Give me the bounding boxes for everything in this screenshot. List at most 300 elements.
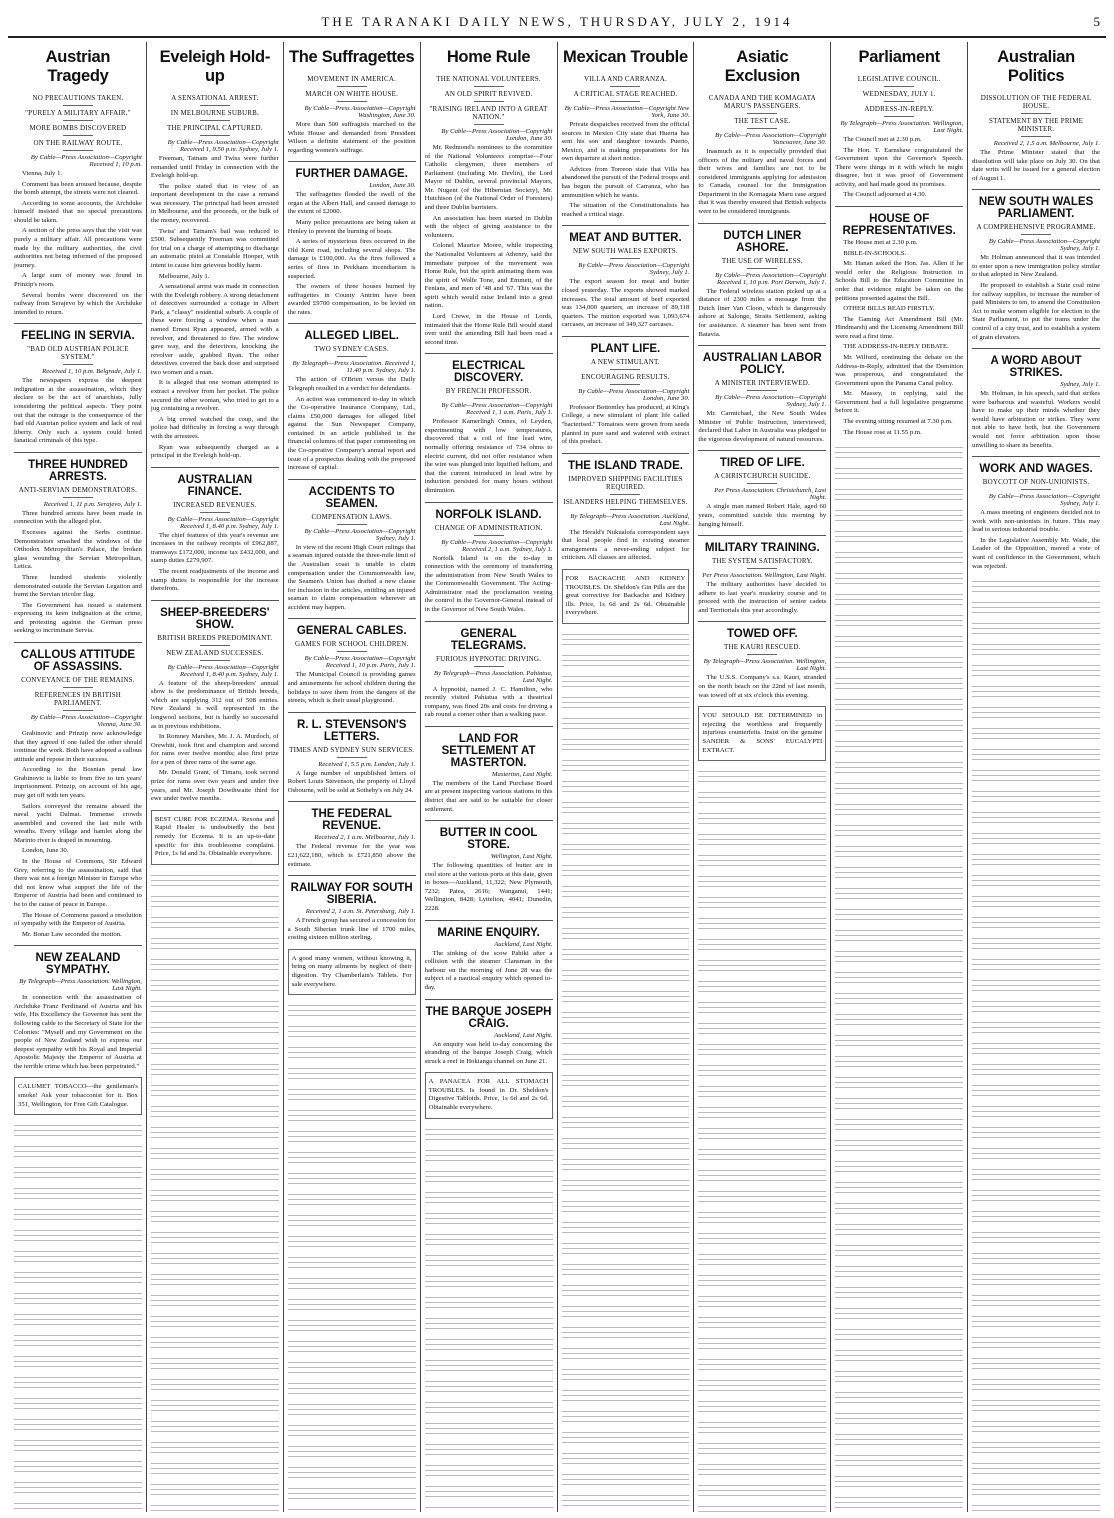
text-filler: [14, 1268, 142, 1286]
article-paragraph: BEST CURE FOR ECZEMA. Rexona and Rapid Healer is undoubtedly the best remedy for Eczema. It is an up-to-date specific for this troublesome complaint. Price, 1s 6d and 3s. Obtainable everywhere.: [154, 815, 275, 858]
text-filler: [14, 1478, 142, 1496]
text-filler: [972, 997, 1100, 1015]
article-paragraph: Vienna, July 1.: [22, 170, 63, 177]
column-headline: Australian Politics: [997, 48, 1075, 85]
text-filler: [562, 987, 690, 1005]
article-paragraph: The chief features of this year's revenue are increases in the railway receipts of £962,887, tramways £172,000, income tax £432,000, and stamp duties £279,907.: [150, 531, 279, 565]
article-paragraph: A hypnotist, named J. C. Hamilton, who recently visited Pahiatua with a theatrical company, was fined 20s and costs for driving a cab round a corner other than a walking pace.: [424, 685, 553, 719]
dateline: By Telegraph—Press Association. Wellington, Last Night.: [19, 978, 142, 993]
article: [14, 323, 142, 446]
article-paragraph: The sinking of the scow Pahiki after a collision with the steamer Clansman in the harbour on the morning of June 28 was the subject of a nautical enquiry which opened to-day.: [424, 949, 553, 991]
text-filler: [562, 735, 690, 753]
text-filler: [835, 464, 963, 482]
text-filler: [562, 1113, 690, 1131]
article-paragraph: Colonel Maurice Moore, while inspecting the Nationalist Volunteers at Athenry, said the immediate purpose of the movement was Home Rule, but the spirit animating them was the spirit of Wolfe Tone, and Emmett, of the Fenians, and men of '48 and '67. This was the spirit which would raise Ireland into a great nation.: [424, 242, 553, 310]
article-subheading: TIMES AND SYDNEY SUN SERVICES.: [288, 746, 416, 758]
text-filler: [698, 893, 826, 911]
dateline: By Cable—Press Association—Copyright Received 1, 10 p.m.: [30, 154, 142, 168]
text-filler: [835, 716, 963, 734]
text-filler: [14, 1436, 142, 1454]
text-filler: [972, 1270, 1100, 1288]
dateline: Received 2, 1 a.m. St. Petersburg, July 1.: [305, 908, 416, 916]
advertisement: [425, 1072, 553, 1118]
text-filler: [151, 871, 279, 889]
text-filler: [562, 882, 690, 900]
article-headline: AUSTRALIAN LABOR POLICY.: [698, 345, 826, 376]
article-headline: FEELING IN SERVIA.: [14, 323, 142, 342]
text-filler: [972, 1312, 1100, 1330]
dateline: By Cable—Press Association—Copyright Vienna, June 30.: [30, 713, 142, 728]
article: [151, 600, 279, 804]
text-filler: [698, 830, 826, 848]
dateline: Received 2, 1.5 a.m. Melbourne, July 1.: [993, 140, 1100, 147]
text-filler: [972, 1291, 1100, 1309]
dateline: By Telegraph—Press Association. Received 1, 11.40 p.m. Sydney, July 1.: [292, 360, 416, 375]
article: [14, 452, 142, 636]
article-paragraph: The recent readjustments of the income and stamp duties is responsible for the increase therefrom.: [150, 567, 279, 593]
article-headline: AUSTRALIAN FINANCE.: [151, 467, 279, 498]
article: [562, 225, 690, 329]
text-filler: [562, 693, 690, 711]
text-filler: [288, 1295, 416, 1313]
article: [425, 502, 553, 615]
article-paragraph: A mass meeting of engineers decided not to work with non-unionists in future. This may lead to serious industrial trouble.: [972, 509, 1100, 534]
dateline: Received 1, 11 p.m. Serajevo, July 1.: [43, 500, 142, 508]
article-subheading: MOVEMENT IN AMERICA.: [288, 75, 416, 87]
article-paragraph: In connection with the assassination of Archduke Franz Ferdinand of Austria and his wife, His Excellency the Governor has sent the following cable to the Secretary of State for the Colonies: "Myself and my Government on the people of New Zealand wish to express our deepest sympathy with his Royal and Imperial Apostolic Majesty the Emperor of Austria at the terrible crime which has been perpetrated.": [14, 994, 142, 1070]
text-filler: [698, 1208, 826, 1226]
article-paragraph: The suffragettes flooded the swell of the organ at the Albert Hall, and caused damage to the extent of £2000.: [287, 191, 416, 216]
masthead: [0, 14, 1114, 34]
text-filler: [562, 630, 690, 648]
article-headline: MILITARY TRAINING.: [698, 535, 826, 554]
text-filler: [425, 1440, 553, 1458]
article: [698, 94, 826, 217]
article: [562, 336, 690, 447]
text-filler: [425, 1251, 553, 1269]
text-filler: [425, 1230, 553, 1248]
article: [425, 920, 553, 993]
article-headline: TOWED OFF.: [698, 621, 826, 640]
article-headline: ALLEGED LIBEL.: [288, 323, 416, 342]
dateline: By Telegraph—Press Association. Pahiatua, Last Night.: [434, 669, 553, 684]
article-paragraph: The owners of three houses burned by suffragettes in County Antrim have been awarded £9700 compensation, to be levied on the rates.: [287, 283, 416, 316]
article-paragraph: Mr. Donald Grant, of Timaru, took second prize for rams over two years and under five years, and Mr. Joseph Dowthwaite third for ewe under twelve months.: [150, 769, 279, 803]
text-filler: [698, 1439, 826, 1457]
text-filler: [835, 1304, 963, 1322]
article-paragraph: The Municipal Council is providing games and amusements for school children during the holidays to save them from the dangers of the streets, which is their usual playground.: [287, 671, 416, 705]
article-subheading: THE SYSTEM SATISFACTORY.: [698, 557, 826, 569]
text-filler: [425, 1461, 553, 1479]
article-subheading: ANTI-SERVIAN DEMONSTRATORS.: [14, 486, 142, 498]
text-filler: [835, 590, 963, 608]
article-paragraph: In the Legislative Assembly Mr. Wade, the Leader of the Opposition, moved a vote of want of confidence in the Government, which was rejected.: [972, 536, 1100, 570]
text-filler: [835, 611, 963, 629]
article-headline: TIRED OF LIFE.: [698, 450, 826, 469]
article-headline: CALLOUS ATTITUDE OF ASSASSINS.: [14, 642, 142, 673]
text-filler: [972, 1060, 1100, 1078]
text-filler: [835, 1325, 963, 1343]
text-filler: [562, 1050, 690, 1068]
article-subheading: "PURELY A MILITARY AFFAIR.": [14, 109, 142, 121]
columns-container: [10, 42, 1104, 1512]
article-headline: MEAT AND BUTTER.: [562, 225, 690, 244]
column: [10, 42, 147, 1512]
article-paragraph: A French group has secured a concession for a South Siberian trunk line of 1700 miles, costing sixteen million sterling.: [287, 917, 416, 942]
article-paragraph: Melbourne, July 1.: [158, 272, 210, 280]
text-filler: [425, 1335, 553, 1353]
article-paragraph: The Council met at 2.30 p.m.: [843, 136, 922, 143]
article-paragraph: According to some accounts, the Archduke himself insisted that no special precautions should be taken.: [14, 199, 142, 224]
article-subheading: CONVEYANCE OF THE REMAINS.: [14, 676, 142, 688]
text-filler: [698, 1355, 826, 1373]
text-filler: [698, 1502, 826, 1512]
text-filler: [972, 1249, 1100, 1267]
text-filler: [698, 1313, 826, 1331]
text-filler: [972, 1354, 1100, 1372]
text-filler: [288, 1358, 416, 1376]
text-filler: [835, 632, 963, 650]
text-filler: [151, 976, 279, 994]
text-filler: [972, 955, 1100, 973]
text-filler: [835, 1073, 963, 1091]
text-filler: [151, 892, 279, 910]
article-paragraph: YOU SHOULD BE DETERMINED in rejecting the worthless and frequently injurious counterfeits. Insist on the genuine SANDER & SONS' EUCALYPTI EXTRACT.: [702, 712, 823, 754]
article-subheading: ISLANDERS HELPING THEMSELVES.: [562, 498, 690, 510]
article-paragraph: An enquiry was held to-day concerning the stranding of the barque Joseph Craig, which struck a reef in Hokianga channel on June 21.: [424, 1040, 553, 1065]
text-filler: [151, 1186, 279, 1204]
article-paragraph: FOR BACKACHE AND KIDNEY TROUBLES. Dr. Sheldon's Gin Pills are the great corrective for Backache and Kidney ills. Price, 1s 6d and 2s 6d. Obtainable everywhere.: [565, 575, 686, 617]
text-filler: [288, 1106, 416, 1124]
dateline: By Cable—Press Association—Copyright London, June 30.: [578, 387, 690, 402]
text-filler: [972, 1207, 1100, 1225]
dateline: Masterton, Last Night.: [491, 770, 553, 778]
dateline: By Telegraph—Press Association. Auckland, Last Night.: [570, 512, 690, 527]
article-subheading: FURIOUS HYPNOTIC DRIVING.: [425, 655, 553, 667]
text-filler: [835, 968, 963, 986]
text-filler: [288, 1484, 416, 1502]
article-paragraph: Freeman, Tatnam and Twiss were further remanded until Friday in connection with the Eveleigh hold-up.: [150, 155, 279, 180]
text-filler: [698, 1040, 826, 1058]
text-filler: [151, 955, 279, 973]
text-filler: [288, 1274, 416, 1292]
column: [284, 42, 421, 1512]
article-paragraph: Advices from Torreon state that Villa has abandoned the pursuit of the Federal troops and has begun the pursuit of Carranza, who has ammunition which he wants.: [561, 165, 690, 199]
text-filler: [698, 1082, 826, 1100]
article: [288, 801, 416, 869]
article-headline: BUTTER IN COOL STORE.: [425, 820, 553, 851]
text-filler: [151, 1270, 279, 1288]
dateline: By Cable—Press Association—Copyright Received 2, 1 a.m. Sydney, July 1.: [441, 538, 553, 553]
article-paragraph: The U.S.S. Company's s.s. Kauri, stranded on the north beach on the 22nd of last month, was towed off at six o'clock this evening.: [698, 674, 827, 699]
article: [151, 467, 279, 594]
article-subheading: A NEW STIMULANT.: [562, 358, 690, 370]
article: [972, 456, 1100, 571]
text-filler: [14, 1226, 142, 1244]
text-filler: [972, 1228, 1100, 1246]
article-paragraph: The newspapers express the deepest indignation at the assassination, which they declare to be the act of anarchists, fully considering the political aspects. They point out that the outrage is the consequence of the bad old Austrian police system and lack of real liberty. Only such a system could breed fanatical criminals of this type.: [14, 377, 142, 445]
article: [288, 75, 416, 155]
text-filler: [151, 1438, 279, 1456]
text-filler: [562, 924, 690, 942]
text-filler: [151, 1354, 279, 1372]
article-paragraph: Several bombs were discovered on the railway from Serajevo by which the Archduke intended to return.: [14, 291, 142, 316]
text-filler: [698, 1418, 826, 1436]
dateline: By Cable—Press Association—Copyright Sydney, July 1.: [988, 238, 1100, 253]
article-paragraph: Mr. Bonar Law seconded the motion.: [22, 930, 122, 938]
column-headline: Asiatic Exclusion: [724, 48, 800, 85]
dateline: By Cable—Press Association—Copyright Received 1, 8.40 p.m. Sydney, July 1.: [167, 515, 279, 530]
text-filler: [288, 1400, 416, 1418]
text-filler: [835, 1367, 963, 1385]
article-subheading: BOYCOTT OF NON-UNIONISTS.: [972, 478, 1100, 490]
column: [831, 42, 968, 1512]
text-filler: [151, 1291, 279, 1309]
text-filler: [562, 1260, 690, 1278]
article-subheading: ON THE RAILWAY ROUTE.: [14, 139, 142, 151]
text-filler: [835, 1430, 963, 1448]
text-filler: [835, 569, 963, 587]
text-filler: [835, 779, 963, 797]
text-filler: [972, 703, 1100, 721]
text-filler: [972, 745, 1100, 763]
article-subheading: COMPENSATION LAWS.: [288, 513, 416, 525]
text-filler: [14, 1310, 142, 1328]
text-filler: [14, 1457, 142, 1475]
text-filler: [425, 1167, 553, 1185]
text-filler: [835, 737, 963, 755]
text-filler: [698, 1019, 826, 1037]
text-filler: [14, 1289, 142, 1307]
dateline: Per Press Association. Christchurch, Last Night.: [714, 487, 827, 502]
article-headline: THE FEDERAL REVENUE.: [288, 801, 416, 832]
article-paragraph: A sensational arrest was made in connection with the Eveleigh robbery. A strong detachment of detectives surrounded a cottage in Albert Park, a "classy" residential suburb. A couple of these were forcing a window when a man named Ernest Ryan appeared, armed with a revolver, and threatened to fire. The window gave way, and the detectives, knocking the revolver aside, grabbed Ryan. The other detectives covered the back door and surprised two women and a man.: [150, 283, 279, 376]
text-filler: [14, 1184, 142, 1202]
text-filler: [972, 1123, 1100, 1141]
article-paragraph: Inasmuch as it is especially provided that officers of the military and naval forces and their wives and families are not to be considered immigrants applying for admission to Canada, counsel for the Immigration Department in the Komagata Maru case argued that it was thereby ensured that British subjects were to be considered immigrants.: [698, 148, 827, 216]
text-filler: [425, 1503, 553, 1512]
article-subheading: TWO SYDNEY CASES.: [288, 345, 416, 357]
text-filler: [698, 1166, 826, 1184]
article-headline: ELECTRICAL DISCOVERY.: [425, 353, 553, 384]
text-filler: [835, 1241, 963, 1259]
text-filler: [562, 903, 690, 921]
article-paragraph: The Federal wireless station picked up at a distance of 2300 miles a message from the Dutch liner Van Cloon, which is dangerously ashore at Salonge, Straits Settlement, asking for assistance. A steamer has been sent from Batavia.: [698, 287, 827, 338]
text-filler: [14, 1142, 142, 1160]
text-filler: [972, 1396, 1100, 1414]
text-filler: [562, 1470, 690, 1488]
article-headline: THREE HUNDRED ARRESTS.: [14, 452, 142, 483]
article-subheading: THE PRINCIPAL CAPTURED.: [151, 124, 279, 136]
column-headline: Eveleigh Hold-up: [159, 48, 271, 85]
text-filler: [425, 1482, 553, 1500]
article: [698, 223, 826, 339]
text-filler: [972, 1102, 1100, 1120]
text-filler: [562, 756, 690, 774]
text-filler: [835, 506, 963, 524]
article-headline: NEW SOUTH WALES PARLIAMENT.: [972, 189, 1100, 220]
text-filler: [151, 1039, 279, 1057]
advertisement: [562, 569, 690, 624]
article-subheading: AN OLD SPIRIT REVIVED.: [425, 90, 553, 102]
text-filler: [972, 892, 1100, 910]
text-filler: [14, 1394, 142, 1412]
article-paragraph: A feature of the sheep-breeders' annual show is the predominance of British breeds, which are supplying 312 out of 508 entries. New Zealand is well represented in the longwool sections, but is hardly so successful as in previous exhibitions.: [150, 679, 279, 730]
text-filler: [835, 1409, 963, 1427]
column-headline: Home Rule: [446, 48, 531, 66]
dateline: Received 2, 1 a.m. Melbourne, July 1.: [314, 834, 416, 842]
article: [288, 875, 416, 943]
text-filler: [698, 851, 826, 869]
article-headline: A WORD ABOUT STRIKES.: [972, 348, 1100, 379]
text-filler: [151, 1018, 279, 1036]
article-paragraph: Mr. Redmond's nominees to the committee of the National Volunteers comprise—Four Catholic clergymen, three members of Parliament (including Mr. Devlin), the Lord Mayor of Dublin, several provincial Mayors, Mr. Nugent (of the Hibernian Society), Mr. Hutchison (of the National Order of Foresters) and three Dublin barristers.: [424, 144, 553, 212]
article-subheading: THE TEST CASE.: [698, 117, 826, 129]
article: [972, 189, 1100, 342]
column: [558, 42, 695, 1512]
article-paragraph: The Herald's Nukualofa correspondent says that local people find in existing steamer arrangements a never-ending subject for criticism. All classes are affected.: [561, 528, 690, 562]
text-filler: [835, 1388, 963, 1406]
text-filler: [698, 998, 826, 1016]
article: [425, 75, 553, 347]
text-filler: [151, 1123, 279, 1141]
text-filler: [972, 934, 1100, 952]
article-paragraph: The following quantities of butter are in cool store at the various ports at this date, given in boxes—Auckland, 11,322; New Plymouth, 7232; Patea, 2616; Wanganui, 1441; Wellington, 8428; Lyttelton, 4041; Dunedin, 2228.: [424, 862, 553, 913]
article-subheading: NEW SOUTH WALES EXPORTS.: [562, 247, 690, 259]
text-filler: [288, 1211, 416, 1229]
text-filler: [288, 1442, 416, 1460]
article-paragraph: The evening sitting resumed at 7.30 p.m.: [843, 418, 953, 426]
article-paragraph: More than 500 suffragists marched to the White House and demanded from President Wilson a definite statement of the position regarding women's suffrage.: [287, 121, 416, 154]
article-headline: RAILWAY FOR SOUTH SIBERIA.: [288, 875, 416, 906]
article: [425, 353, 553, 495]
text-filler: [425, 1398, 553, 1416]
text-filler: [562, 1134, 690, 1152]
text-filler: [151, 1333, 279, 1351]
text-filler: [835, 1052, 963, 1070]
article-subheading: A COMPREHENSIVE PROGRAMME.: [972, 223, 1100, 235]
text-filler: [14, 1415, 142, 1433]
dateline: By Telegraph—Press Association. Wellington, Last Night.: [840, 120, 964, 134]
article-paragraph: CALUMET TOBACCO—the gentleman's smoke! Ask your tobacconist for it. Box 351, Wellington, for Free Gift Catalogue.: [18, 1083, 138, 1108]
article-headline: GENERAL TELEGRAMS.: [425, 621, 553, 652]
text-filler: [562, 1449, 690, 1467]
article-subheading: A SENSATIONAL ARREST.: [151, 94, 279, 106]
article-paragraph: In the House of Commons, Sir Edward Grey, referring to the assassination, said that there was not a foreign Minister in Europe who did not know what support the life of the Emperor of Austria had been and continued to be to the cause of peace in Europe.: [14, 858, 142, 908]
article-subheading: WEDNESDAY, JULY 1.: [835, 90, 963, 102]
text-filler: [698, 1460, 826, 1478]
article-subheading: IN MELBOURNE SUBURB.: [151, 109, 279, 121]
article: [288, 479, 416, 613]
text-filler: [562, 1155, 690, 1173]
article-paragraph: A large sum of money was found in Prinzip's room.: [14, 272, 142, 288]
text-filler: [698, 767, 826, 785]
text-filler: [972, 976, 1100, 994]
text-filler: [288, 1316, 416, 1334]
article: [972, 348, 1100, 450]
article-paragraph: Three hundred students violently demonstrated outside the Servian Legation and burnt the Servian tricolor flag.: [14, 573, 142, 599]
article-paragraph: The Prime Minister stated that the dissolution will take place on July 30. On that date writs will be issued for a general election of August 1.: [972, 149, 1100, 182]
text-filler: [835, 1472, 963, 1490]
article-paragraph: An association has been started in Dublin with the object of giving assistance to the volunteers.: [424, 214, 553, 239]
article-paragraph: It is alleged that one woman attempted to extract a revolver from her pocket. The police secured the other woman, who tried to get to a jug containing a revolver.: [150, 379, 279, 413]
text-filler: [972, 1081, 1100, 1099]
text-filler: [288, 1253, 416, 1271]
text-filler: [425, 1188, 553, 1206]
article-paragraph: Private despatches received from the official sources in Mexico City state that Huerta has sent his son and daughter towards Puerto, Mexico, and is making preparations for his own departure at short notice.: [561, 121, 690, 163]
article-headline: WORK AND WAGES.: [972, 456, 1100, 475]
article-headline: NEW ZEALAND SYMPATHY.: [14, 945, 142, 976]
article-paragraph: The Federal revenue for the year was £21,622,180, which is £721,850 above the estimate.: [287, 843, 416, 868]
text-filler: [562, 1281, 690, 1299]
text-filler: [151, 1165, 279, 1183]
article-subheading: NO PRECAUTIONS TAKEN.: [14, 94, 142, 106]
text-filler: [972, 766, 1100, 784]
text-filler: [835, 1346, 963, 1364]
article-paragraph: Excesses against the Serbs continue. Demonstrators smashed the windows of the Orthodox Metropolitan's Palace, the broken glass wounding the Servian Metropolitan, Letica.: [14, 529, 142, 571]
article-subheading: NEW ZEALAND SUCCESSES.: [151, 649, 279, 661]
text-filler: [698, 1103, 826, 1121]
article: [698, 535, 826, 615]
text-filler: [835, 548, 963, 566]
text-filler: [835, 1451, 963, 1469]
text-filler: [698, 1229, 826, 1247]
text-filler: [425, 1125, 553, 1143]
article-subheading: STATEMENT BY THE PRIME MINISTER.: [972, 117, 1100, 137]
article-headline: FURTHER DAMAGE.: [288, 161, 416, 180]
text-filler: [835, 695, 963, 713]
text-filler: [972, 1333, 1100, 1351]
text-filler: [835, 1094, 963, 1112]
article-headline: LAND FOR SETTLEMENT AT MASTERTON.: [425, 726, 553, 769]
dateline: By Telegraph—Press Association. Wellington, Last Night.: [703, 658, 827, 673]
text-filler: [562, 840, 690, 858]
text-filler: [288, 1505, 416, 1512]
text-filler: [835, 884, 963, 902]
article-headline: HOUSE OF REPRESENTATIVES.: [835, 206, 963, 237]
article-subheading: VILLA AND CARRANZA.: [562, 75, 690, 87]
text-filler: [288, 1169, 416, 1187]
article-paragraph: The Council adjourned at 4.30.: [843, 191, 927, 199]
text-filler: [562, 651, 690, 669]
article-paragraph: A section of the press says that the visit was purely a military affair. All precautions were made by the military authorities, the civil authorities not being informed of the proposed journey.: [14, 227, 142, 269]
text-filler: [562, 1092, 690, 1110]
article-headline: THE BARQUE JOSEPH CRAIG.: [425, 999, 553, 1030]
text-filler: [151, 1396, 279, 1414]
column: [694, 42, 831, 1512]
text-filler: [835, 758, 963, 776]
article-paragraph: Professor Kamerlingh Onnes, of Leyden, experimenting with low temperatures, discovered that a coil of fine lead wire, normally offering resistance of 734 ohms to electric current, did not offer resistance when the wire was plunged into liquified helium, and that the current introduced in lead wire by induction persisted for many hours without diminution.: [424, 418, 553, 494]
text-filler: [14, 1373, 142, 1391]
article-paragraph: Mr. Carmichael, the New South Wales Minister of Public Instruction, interviewed, declared that Labor in Australia was pledged to the vigorous development of natural resources.: [698, 410, 827, 443]
article-paragraph: The military authorities have decided to adhere to last year's musketry course and to proceed with the instruction of senior cadets and Territorials this year accordingly.: [698, 581, 827, 614]
text-filler: [288, 1043, 416, 1061]
text-filler: [151, 1228, 279, 1246]
text-filler: [288, 1337, 416, 1355]
text-filler: [151, 1060, 279, 1078]
text-filler: [562, 1407, 690, 1425]
text-filler: [835, 1199, 963, 1217]
text-filler: [972, 640, 1100, 658]
text-filler: [972, 1018, 1100, 1036]
text-filler: [288, 1022, 416, 1040]
text-filler: [835, 674, 963, 692]
article-paragraph: Mr. Wilford, continuing the debate on the Address-in-Reply, admitted that the Dominion was prosperous, and congratulated the Government upon the Panama Canal policy.: [835, 353, 964, 387]
article-paragraph: The situation of the Constitutionalists has reached a critical stage.: [561, 202, 690, 218]
text-filler: [972, 1039, 1100, 1057]
dateline: Received 1, 5.5 p.m. London, July 1.: [318, 760, 416, 768]
text-filler: [972, 619, 1100, 637]
